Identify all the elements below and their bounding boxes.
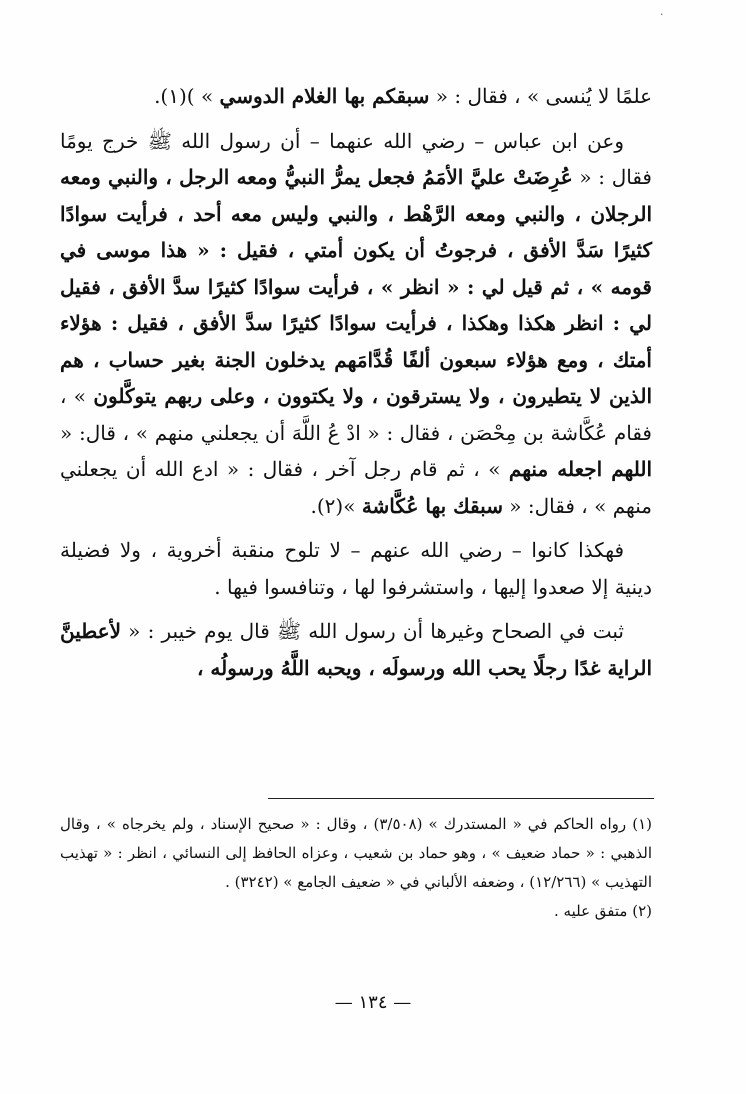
footnotes	[60, 810, 652, 926]
text-run-bold: اللهم اجعله منهم	[508, 457, 652, 481]
footnote-divider	[268, 798, 654, 799]
text-run-bold: لأعطينَّ الراية غدًا رجلًا يحب الله ورسولَه ، ويحبه اللَّهُ ورسولُه ،	[60, 619, 652, 680]
text-run: » ، فقام عُكَّاشة بن مِحْصَن ، فقال : « ادْ عُ اللَّهَ أن يجعلني منهم » ، قال: «	[60, 384, 652, 445]
paragraph-2	[60, 123, 652, 525]
footnote-1: (١) رواه الحاكم في « المستدرك » (٣/٥٠٨) ، وقال : « صحيح الإسناد ، ولم يخرجاه » ، وقال الذهبي : « حماد ضعيف » ، وهو حماد بن شعيب ، وعزاه الحافظ إلى النسائي ، انظر : « تهذيب التهذيب » (١٢/٢٦٦) ، وضعفه الألباني في « ضعيف الجامع » (٣٢٤٢) .	[60, 815, 652, 891]
paragraph-4	[60, 613, 652, 686]
paragraph-3	[60, 532, 652, 605]
text-run: »(٢).	[310, 493, 362, 518]
footnote-2: (٢) متفق عليه .	[554, 902, 652, 920]
text-run: علمًا لا يُنسى » ، فقال : «	[429, 84, 652, 108]
paragraph-1	[60, 78, 652, 115]
text-run-bold: عُرِضَتْ عليَّ الأمَمُ فجعل يمرُّ النبيُّ ومعه الرجل ، والنبي ومعه الرجلان ، والنبي ومعه الرَّهْط ، والنبي وليس معه أحد ، فرأيت سوادًا كثيرًا سَدَّ الأفق ، فرجوتُ أن يكون أمتي ، فقيل : « هذا موسى في قومه » ، ثم قيل لي : « انظر » ، فرأيت سوادًا كثيرًا سدَّ الأفق ، فقيل لي : انظر هكذا وهكذا ، فرأيت سوادًا كثيرًا سدَّ الأفق ، فقيل : هؤلاء أمتك ، ومع هؤلاء سبعون ألفًا قُدَّامَهم يدخلون الجنة بغير حساب ، هم الذين لا يتطيرون ، ولا يسترقون ، ولا يكتوون ، وعلى ربهم يتوكَّلون	[60, 165, 652, 408]
corner-mark: ·	[660, 8, 664, 21]
text-run: » )(١).	[154, 84, 220, 108]
page-number: — ١٣٤ —	[334, 992, 412, 1013]
text-run: فهكذا كانوا – رضي الله عنهم – لا تلوح منقبة أخروية ، ولا فضيلة دينية إلا صعدوا إليها ، واستشرفوا لها ، وتنافسوا فيها .	[60, 538, 652, 599]
text-run-bold: سبقكم بها الغلام الدوسي	[219, 84, 430, 108]
text-run: ثبت في الصحاح وغيرها أن رسول الله ﷺ قال يوم خيبر : «	[121, 619, 624, 643]
main-text	[60, 78, 652, 686]
text-run: » ، ثم قام رجل آخر ، فقال : « ادع الله أن يجعلني منهم » ، فقال: «	[60, 457, 652, 518]
text-run-bold: سبقك بها عُكَّاشة	[361, 493, 503, 518]
text-run: وعن ابن عباس – رضي الله عنهما – أن رسول الله ﷺ خرج يومًا فقال : «	[60, 128, 652, 189]
